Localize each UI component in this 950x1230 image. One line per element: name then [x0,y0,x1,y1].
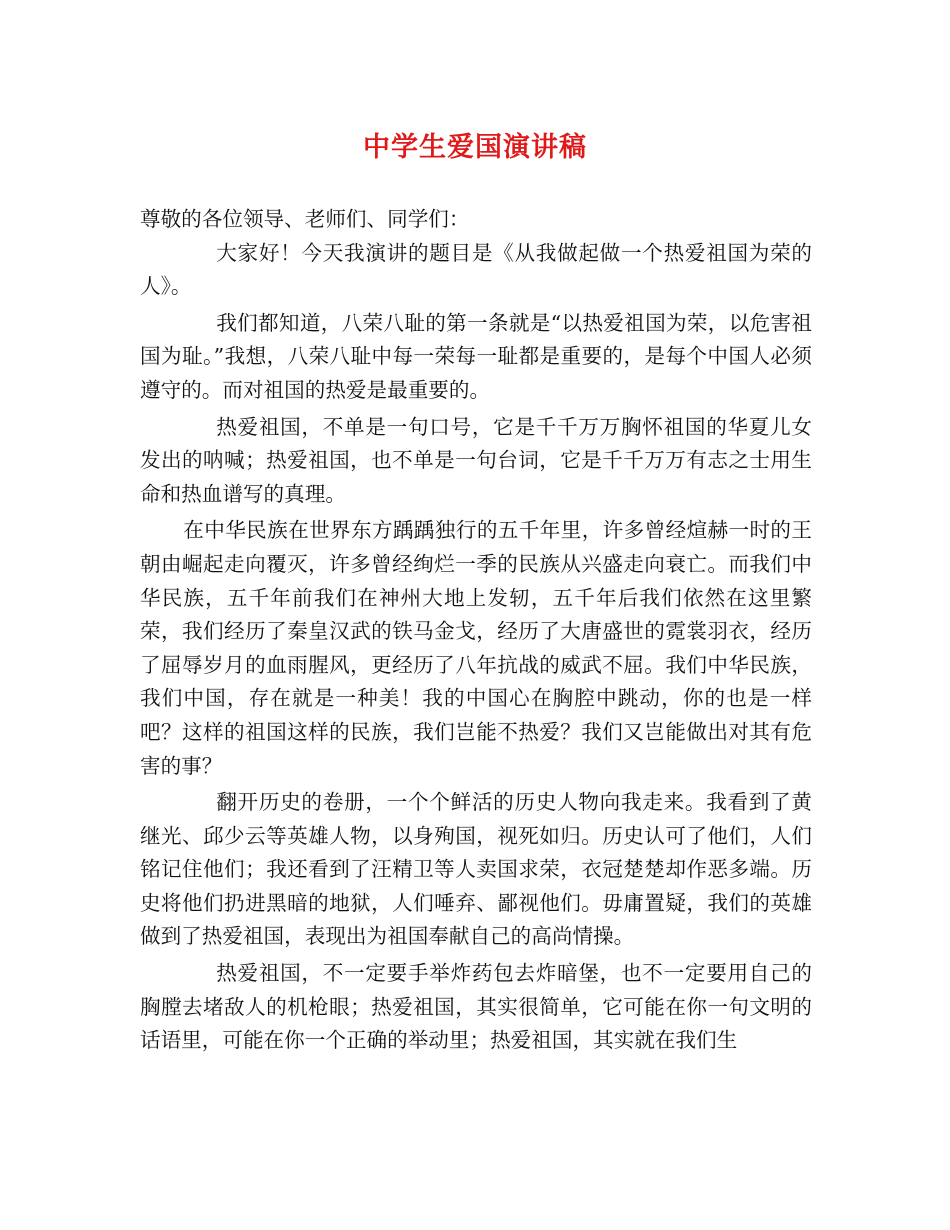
paragraph-1: 大家好！今天我演讲的题目是《从我做起做一个热爱祖国为荣的人》。 [140,240,812,299]
paragraph-6: 热爱祖国，不一定要手举炸药包去炸暗堡，也不一定要用自己的胸膛去堵敌人的机枪眼；热爱祖国，其实很简单，它可能在你一句文明的话语里，可能在你一个正确的举动里；热爱祖国，其实就在我们生 [140,961,812,1053]
salutation: 尊敬的各位领导、老师们、同学们： [140,207,470,231]
paragraph-4: 在中华民族在世界东方踽踽独行的五千年里，许多曾经煊赫一时的王朝由崛起走向覆灭，许多曾经绚烂一季的民族从兴盛走向衰亡。而我们中华民族，五千年前我们在神州大地上发轫，五千年后我们依然在这里繁荣，我们经历了秦皇汉武的铁马金戈，经历了大唐盛世的霓裳羽衣，经历了屈辱岁月的血雨腥风，更经历了八年抗战的威武不屈。我们中华民族，我们中国，存在就是一种美！我的中国心在胸腔中跳动，你的也是一样吧？这样的祖国这样的民族，我们岂能不热爱？我们又岂能做出对其有危害的事？ [140,518,812,778]
paragraph-2: 我们都知道，八荣八耻的第一条就是“以热爱祖国为荣，以危害祖国为耻。”我想，八荣八耻中每一荣每一耻都是重要的，是每个中国人必须遵守的。而对祖国的热爱是最重要的。 [140,310,812,402]
paragraph-3: 热爱祖国，不单是一句口号，它是千千万万胸怀祖国的华夏儿女发出的呐喊；热爱祖国，也不单是一句台词，它是千千万万有志之士用生命和热血谱写的真理。 [140,414,812,506]
document-title: 中学生爱国演讲稿 [363,132,587,163]
document-body [140,203,812,1058]
paragraph-5: 翻开历史的卷册，一个个鲜活的历史人物向我走来。我看到了黄继光、邱少云等英雄人物，以身殉国，视死如归。历史认可了他们，人们铭记住他们；我还看到了汪精卫等人卖国求荣，衣冠楚楚却作恶多端。历史将他们扔进黑暗的地狱，人们唾弃、鄙视他们。毋庸置疑，我们的英雄做到了热爱祖国，表现出为祖国奉献自己的高尚情操。 [140,790,812,949]
